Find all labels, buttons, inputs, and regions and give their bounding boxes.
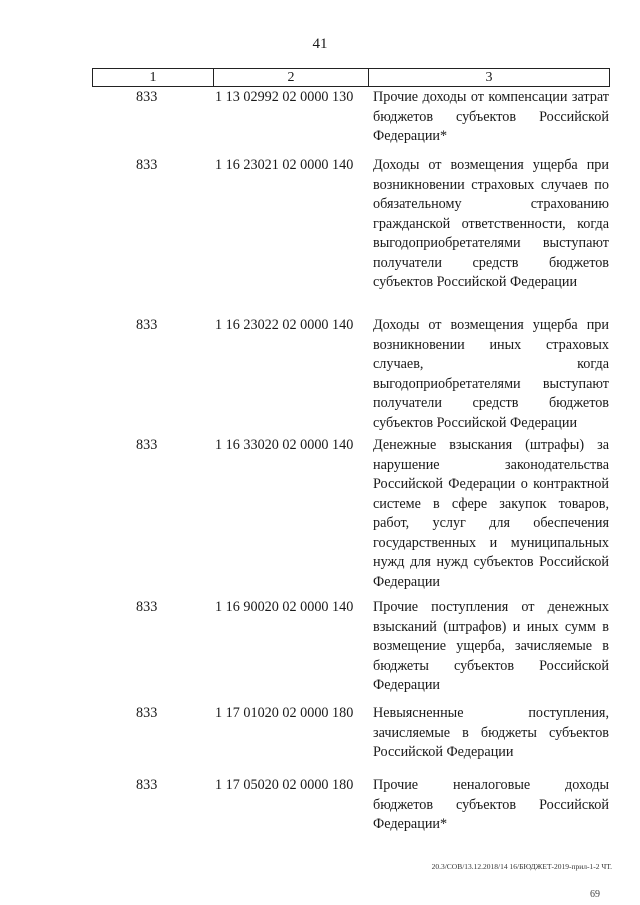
budget-code: 1 17 01020 02 0000 180	[215, 705, 354, 721]
budget-code: 1 16 90020 02 0000 140	[215, 599, 354, 615]
admin-code: 833	[136, 599, 158, 615]
income-description: Доходы от возмещения ущерба при возникновении иных страховых случаев, когда выгодоприобретателями выступают получатели средств бюджетов субъектов Российской Федерации	[373, 317, 609, 431]
admin-code: 833	[136, 437, 158, 453]
admin-code: 833	[136, 157, 158, 173]
income-description: Доходы от возмещения ущерба при возникновении страховых случаев по обязательному страхованию гражданской ответственности, когда выгодоприобретателями выступают получатели средств бюджетов субъектов Российской Федерации	[373, 157, 609, 290]
admin-code: 833	[136, 317, 158, 333]
budget-code: 1 16 23021 02 0000 140	[215, 157, 354, 173]
admin-code: 833	[136, 705, 158, 721]
corner-page-mark: 69	[590, 889, 600, 900]
column-header-3: 3	[368, 69, 609, 87]
admin-code: 833	[136, 777, 158, 793]
document-footer: 20.3/СОВ/13.12.2018/14 16/БЮДЖЕТ-2019-прил-1-2 ЧТ.	[431, 862, 612, 871]
page-number: 41	[312, 36, 328, 52]
budget-code: 1 13 02992 02 0000 130	[215, 89, 354, 105]
income-description: Денежные взыскания (штрафы) за нарушение законодательства Российской Федерации о контрактной системе в сфере закупок товаров, работ, услуг для обеспечения государственных и муниципальных нужд для нужд субъектов Российской Федерации	[373, 437, 609, 590]
income-description: Прочие доходы от компенсации затрат бюджетов субъектов Российской Федерации*	[373, 89, 609, 144]
income-description: Невыясненные поступления, зачисляемые в бюджеты субъектов Российской Федерации	[373, 705, 609, 760]
budget-code: 1 16 23022 02 0000 140	[215, 317, 354, 333]
column-header-table	[92, 68, 610, 87]
column-header-1: 1	[93, 69, 214, 87]
income-description: Прочие поступления от денежных взысканий (штрафов) и иных сумм в возмещение ущерба, зачисляемые в бюджеты субъектов Российской Федерации	[373, 599, 609, 693]
budget-code: 1 16 33020 02 0000 140	[215, 437, 354, 453]
budget-code: 1 17 05020 02 0000 180	[215, 777, 354, 793]
column-header-2: 2	[214, 69, 369, 87]
income-description: Прочие неналоговые доходы бюджетов субъектов Российской Федерации*	[373, 777, 609, 832]
admin-code: 833	[136, 89, 158, 105]
